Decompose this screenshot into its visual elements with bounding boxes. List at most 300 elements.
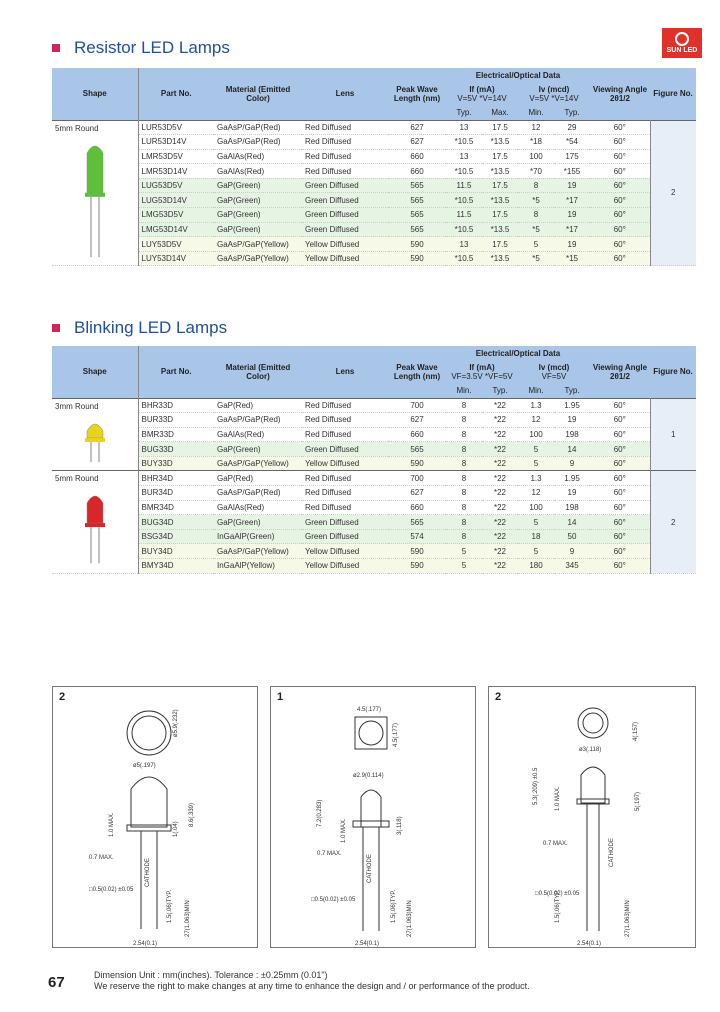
material: GaAlAs(Red) xyxy=(214,500,302,515)
material: InGaAlP(Green) xyxy=(214,529,302,544)
material: GaAlAs(Red) xyxy=(214,164,302,179)
part-number: LMG53D14V xyxy=(138,222,214,237)
iv-min: 100 xyxy=(518,149,554,164)
iv-min: 12 xyxy=(518,120,554,135)
material: GaP(Red) xyxy=(214,398,302,413)
header-figure: Figure No. xyxy=(653,367,693,377)
dim-text: 5(.197) xyxy=(635,791,641,811)
lens: Red Diffused xyxy=(302,500,388,515)
if-value: 5 xyxy=(446,544,482,559)
lens: Red Diffused xyxy=(302,471,388,486)
lens: Red Diffused xyxy=(302,427,388,442)
header-sub: Typ. xyxy=(564,386,580,396)
if-value: 8 xyxy=(446,456,482,471)
part-number: BUY34D xyxy=(138,544,214,559)
part-number: BMR33D xyxy=(138,427,214,442)
dim-text: ø5.9(.232) xyxy=(173,709,179,737)
dim-text: 0.7 MAX. xyxy=(317,851,342,857)
viewing-angle: 60° xyxy=(590,442,650,457)
header-eo: Electrical/Optical Data xyxy=(475,70,561,80)
iv-typ: 9 xyxy=(554,456,590,471)
peak-wavelength: 590 xyxy=(388,251,446,266)
lens: Yellow Diffused xyxy=(302,251,388,266)
shape-cell xyxy=(52,471,138,573)
viewing-angle: 60° xyxy=(590,120,650,135)
peak-wavelength: 574 xyxy=(388,529,446,544)
iv-min: *5 xyxy=(518,222,554,237)
dim-text: 7.2(0.283) xyxy=(317,799,323,827)
if-value: 8 xyxy=(446,529,482,544)
header-sub: Min. xyxy=(528,386,544,396)
blinking-section-title xyxy=(52,318,227,338)
viewing-angle: 60° xyxy=(590,222,650,237)
peak-wavelength: 565 xyxy=(388,442,446,457)
table-row xyxy=(52,164,696,179)
header-peak: Peak Wave Length (nm) xyxy=(393,362,441,381)
iv-typ: 14 xyxy=(554,442,590,457)
viewing-angle: 60° xyxy=(590,413,650,428)
dim-text: □0.5(0.02) ±0.05 xyxy=(311,897,356,903)
bullet-icon xyxy=(52,324,60,332)
iv-typ: 19 xyxy=(554,237,590,252)
table-row xyxy=(52,529,696,544)
dim-text: ø3(.118) xyxy=(579,747,602,753)
if-value: 17.5 xyxy=(482,178,518,193)
table-row xyxy=(52,413,696,428)
dim-text: □0.5(0.02) ±0.05 xyxy=(89,887,134,893)
brand-name: SUN LED xyxy=(666,47,698,54)
viewing-angle: 60° xyxy=(590,559,650,574)
iv-min: 12 xyxy=(518,413,554,428)
iv-min: 5 xyxy=(518,515,554,530)
peak-wavelength: 565 xyxy=(388,208,446,223)
viewing-angle: 60° xyxy=(590,398,650,413)
header-sub: Max. xyxy=(491,108,509,118)
header-shape: Shape xyxy=(52,68,138,120)
part-number: BUG33D xyxy=(138,442,214,457)
dim-text: 4(.157) xyxy=(633,721,639,741)
iv-min: *18 xyxy=(518,135,554,150)
lens: Red Diffused xyxy=(302,413,388,428)
peak-wavelength: 565 xyxy=(388,193,446,208)
header-sub: Min. xyxy=(456,386,472,396)
iv-min: 5 xyxy=(518,456,554,471)
viewing-angle: 60° xyxy=(590,500,650,515)
iv-typ: *15 xyxy=(554,251,590,266)
table-row xyxy=(52,486,696,501)
if-value: *22 xyxy=(482,442,518,457)
if-value: 17.5 xyxy=(482,149,518,164)
dim-text: 4.5(.177) xyxy=(393,722,399,747)
if-value: 8 xyxy=(446,515,482,530)
iv-min: 1.3 xyxy=(518,398,554,413)
dim-text: 1.5(.06)TYP. xyxy=(167,889,173,923)
material: GaAsP/GaP(Red) xyxy=(214,120,302,135)
part-number: LUY53D14V xyxy=(138,251,214,266)
table-row xyxy=(52,193,696,208)
header-sub: Typ. xyxy=(564,108,580,118)
led-3mm-drawing xyxy=(271,687,477,949)
if-value: *22 xyxy=(482,515,518,530)
if-value: *10.5 xyxy=(446,135,482,150)
if-value: 8 xyxy=(446,398,482,413)
figure-cell: 2 xyxy=(650,471,696,573)
if-value: 8 xyxy=(446,471,482,486)
iv-typ: 9 xyxy=(554,544,590,559)
if-value: *22 xyxy=(482,398,518,413)
part-number: BUY33D xyxy=(138,456,214,471)
if-value: *22 xyxy=(482,427,518,442)
peak-wavelength: 627 xyxy=(388,486,446,501)
lens: Red Diffused xyxy=(302,120,388,135)
table-row xyxy=(52,208,696,223)
material: GaP(Red) xyxy=(214,471,302,486)
part-number: BHR34D xyxy=(138,471,214,486)
dim-text: CATHODE xyxy=(367,854,373,883)
if-value: 8 xyxy=(446,442,482,457)
iv-min: 100 xyxy=(518,427,554,442)
if-value: *13.5 xyxy=(482,251,518,266)
dim-text: 1.5(.06)TYP. xyxy=(391,889,397,923)
if-value: *13.5 xyxy=(482,135,518,150)
shape-label: 5mm Round xyxy=(55,123,99,133)
material: InGaAlP(Yellow) xyxy=(214,559,302,574)
iv-typ: *17 xyxy=(554,222,590,237)
iv-typ: 19 xyxy=(554,178,590,193)
iv-typ: 50 xyxy=(554,529,590,544)
header-if: If (mA) VF=3.5V *VF=5V xyxy=(451,363,513,381)
if-value: *10.5 xyxy=(446,251,482,266)
material: GaAsP/GaP(Yellow) xyxy=(214,251,302,266)
if-value: 8 xyxy=(446,500,482,515)
dim-text: 1.0 MAX. xyxy=(555,786,561,811)
iv-min: 8 xyxy=(518,208,554,223)
if-value: *22 xyxy=(482,500,518,515)
if-value: *22 xyxy=(482,471,518,486)
iv-min: 180 xyxy=(518,559,554,574)
part-number: LMG53D5V xyxy=(138,208,214,223)
dim-text: 1.0 MAX. xyxy=(109,812,115,837)
if-value: *13.5 xyxy=(482,164,518,179)
header-iv: Iv (mcd) V=5V *V=14V xyxy=(529,85,579,103)
iv-min: *5 xyxy=(518,251,554,266)
part-number: BHR33D xyxy=(138,398,214,413)
drawing-panel-3 xyxy=(488,686,696,948)
lens: Red Diffused xyxy=(302,149,388,164)
header-material: Material (Emitted Color) xyxy=(225,84,291,103)
dim-text: 2.54(0.1) xyxy=(355,941,380,947)
material: GaAsP/GaP(Red) xyxy=(214,486,302,501)
if-value: *13.5 xyxy=(482,193,518,208)
if-value: 17.5 xyxy=(482,208,518,223)
iv-typ: 345 xyxy=(554,559,590,574)
if-value: 17.5 xyxy=(482,237,518,252)
material: GaP(Green) xyxy=(214,442,302,457)
viewing-angle: 60° xyxy=(590,208,650,223)
material: GaAsP/GaP(Yellow) xyxy=(214,456,302,471)
iv-typ: 29 xyxy=(554,120,590,135)
viewing-angle: 60° xyxy=(590,544,650,559)
viewing-angle: 60° xyxy=(590,471,650,486)
footer xyxy=(94,970,530,992)
dim-text: 2.54(0.1) xyxy=(133,941,158,947)
table-row xyxy=(52,456,696,471)
dim-text: 1(.04) xyxy=(173,821,179,837)
iv-typ: 19 xyxy=(554,208,590,223)
peak-wavelength: 660 xyxy=(388,164,446,179)
peak-wavelength: 590 xyxy=(388,456,446,471)
iv-min: 100 xyxy=(518,500,554,515)
figure-number: 2 xyxy=(495,691,502,703)
material: GaP(Green) xyxy=(214,515,302,530)
part-number: LMR53D5V xyxy=(138,149,214,164)
header-sub: Typ. xyxy=(492,386,508,396)
iv-typ: 1.95 xyxy=(554,471,590,486)
viewing-angle: 60° xyxy=(590,164,650,179)
iv-typ: 175 xyxy=(554,149,590,164)
if-value: 17.5 xyxy=(482,120,518,135)
viewing-angle: 60° xyxy=(590,529,650,544)
viewing-angle: 60° xyxy=(590,251,650,266)
sun-icon xyxy=(675,32,689,46)
lens: Yellow Diffused xyxy=(302,456,388,471)
iv-typ: 19 xyxy=(554,486,590,501)
part-number: LMR53D14V xyxy=(138,164,214,179)
lens: Green Diffused xyxy=(302,222,388,237)
part-number: LUG53D5V xyxy=(138,178,214,193)
footer-line-2: We reserve the right to make changes at any time to enhance the design and / or performance of the product. xyxy=(94,981,530,991)
if-value: *22 xyxy=(482,559,518,574)
shape-label: 3mm Round xyxy=(55,401,99,411)
resistor-title: Resistor LED Lamps xyxy=(74,38,230,57)
table-row xyxy=(52,222,696,237)
part-number: LUG53D14V xyxy=(138,193,214,208)
part-number: BUG34D xyxy=(138,515,214,530)
peak-wavelength: 590 xyxy=(388,559,446,574)
iv-min: 5 xyxy=(518,544,554,559)
dim-text: ø5(.197) xyxy=(133,763,156,769)
drawing-panel-1 xyxy=(52,686,258,948)
material: GaAsP/GaP(Red) xyxy=(214,413,302,428)
part-number: BMY34D xyxy=(138,559,214,574)
figure-number: 1 xyxy=(277,691,284,703)
dim-text: 0.7 MAX. xyxy=(89,855,114,861)
if-value: 13 xyxy=(446,120,482,135)
iv-min: 5 xyxy=(518,237,554,252)
bullet-icon xyxy=(52,44,60,52)
if-value: *22 xyxy=(482,456,518,471)
table-row xyxy=(52,178,696,193)
if-value: 8 xyxy=(446,486,482,501)
iv-typ: 19 xyxy=(554,413,590,428)
viewing-angle: 60° xyxy=(590,149,650,164)
part-number: BSG34D xyxy=(138,529,214,544)
iv-min: 8 xyxy=(518,178,554,193)
header-eo: Electrical/Optical Data xyxy=(475,348,561,358)
dim-text: 1.0 MAX. xyxy=(341,818,347,843)
header-angle: Viewing Angle 2θ1/2 xyxy=(592,84,648,103)
table-row xyxy=(52,120,696,135)
iv-typ: 1.95 xyxy=(554,398,590,413)
if-value: 8 xyxy=(446,427,482,442)
table-row xyxy=(52,442,696,457)
lens: Green Diffused xyxy=(302,193,388,208)
lens: Green Diffused xyxy=(302,442,388,457)
iv-typ: *17 xyxy=(554,193,590,208)
dim-text: 0.7 MAX. xyxy=(543,841,568,847)
peak-wavelength: 660 xyxy=(388,149,446,164)
shape-cell xyxy=(52,398,138,471)
table-row xyxy=(52,544,696,559)
dim-text: 27(1.063)MIN xyxy=(407,900,413,937)
material: GaAsP/GaP(Yellow) xyxy=(214,237,302,252)
figure-cell: 2 xyxy=(650,120,696,266)
led-lamp-icon xyxy=(80,415,110,466)
header-sub: Typ. xyxy=(456,108,472,118)
if-value: *10.5 xyxy=(446,193,482,208)
peak-wavelength: 627 xyxy=(388,120,446,135)
peak-wavelength: 660 xyxy=(388,500,446,515)
lens: Red Diffused xyxy=(302,486,388,501)
peak-wavelength: 700 xyxy=(388,471,446,486)
if-value: *13.5 xyxy=(482,222,518,237)
table-row xyxy=(52,427,696,442)
iv-typ: 198 xyxy=(554,500,590,515)
footer-line-1: Dimension Unit : mm(inches). Tolerance : ±0.25mm (0.01") xyxy=(94,970,328,980)
dim-text: ø2.9(0.114) xyxy=(353,773,384,779)
if-value: *22 xyxy=(482,544,518,559)
figure-cell: 1 xyxy=(650,398,696,471)
peak-wavelength: 627 xyxy=(388,135,446,150)
resistor-table xyxy=(52,68,696,266)
dim-text: 27(1.063)MIN xyxy=(185,900,191,937)
shape-label: 5mm Round xyxy=(55,474,99,484)
shape-cell xyxy=(52,120,138,266)
iv-min: 5 xyxy=(518,442,554,457)
header-angle: Viewing Angle 2θ1/2 xyxy=(592,362,648,381)
iv-typ: 198 xyxy=(554,427,590,442)
material: GaP(Green) xyxy=(214,178,302,193)
lens: Green Diffused xyxy=(302,529,388,544)
iv-typ: *54 xyxy=(554,135,590,150)
viewing-angle: 60° xyxy=(590,178,650,193)
lens: Green Diffused xyxy=(302,178,388,193)
table-row xyxy=(52,398,696,413)
header-lens: Lens xyxy=(335,367,355,377)
dim-text: CATHODE xyxy=(609,838,615,867)
led-3mm-round-drawing xyxy=(489,687,697,949)
table-row xyxy=(52,135,696,150)
header-iv: Iv (mcd) VF=5V xyxy=(538,363,570,381)
if-value: *22 xyxy=(482,413,518,428)
header-lens: Lens xyxy=(335,89,355,99)
header-material: Material (Emitted Color) xyxy=(225,362,291,381)
led-lamp-icon xyxy=(80,487,110,567)
if-value: *10.5 xyxy=(446,222,482,237)
figure-number: 2 xyxy=(59,691,66,703)
if-value: 5 xyxy=(446,559,482,574)
if-value: 13 xyxy=(446,149,482,164)
part-number: LUY53D5V xyxy=(138,237,214,252)
part-number: LUR53D5V xyxy=(138,120,214,135)
dim-text: 27(1.063)MIN xyxy=(625,900,631,937)
peak-wavelength: 700 xyxy=(388,398,446,413)
part-number: BMR34D xyxy=(138,500,214,515)
viewing-angle: 60° xyxy=(590,193,650,208)
if-value: 13 xyxy=(446,237,482,252)
if-value: 11.5 xyxy=(446,208,482,223)
dim-text: 2.54(0.1) xyxy=(577,941,602,947)
part-number: BUR34D xyxy=(138,486,214,501)
table-row xyxy=(52,251,696,266)
viewing-angle: 60° xyxy=(590,237,650,252)
dim-text: 5.3(.209) ±0.5 xyxy=(533,767,539,805)
peak-wavelength: 565 xyxy=(388,515,446,530)
lens: Yellow Diffused xyxy=(302,559,388,574)
dim-text: CATHODE xyxy=(145,858,151,887)
brand-logo xyxy=(662,28,702,58)
peak-wavelength: 590 xyxy=(388,237,446,252)
material: GaAlAs(Red) xyxy=(214,427,302,442)
header-shape: Shape xyxy=(52,346,138,398)
table-row xyxy=(52,237,696,252)
viewing-angle: 60° xyxy=(590,515,650,530)
if-value: 8 xyxy=(446,413,482,428)
header-part: Part No. xyxy=(160,89,192,99)
viewing-angle: 60° xyxy=(590,456,650,471)
iv-min: 12 xyxy=(518,486,554,501)
header-figure: Figure No. xyxy=(653,89,693,99)
viewing-angle: 60° xyxy=(590,427,650,442)
material: GaAsP/GaP(Red) xyxy=(214,135,302,150)
header-part: Part No. xyxy=(160,367,192,377)
lens: Green Diffused xyxy=(302,515,388,530)
if-value: 11.5 xyxy=(446,178,482,193)
peak-wavelength: 590 xyxy=(388,544,446,559)
iv-typ: 14 xyxy=(554,515,590,530)
led-lamp-icon xyxy=(80,137,110,261)
iv-min: *5 xyxy=(518,193,554,208)
lens: Yellow Diffused xyxy=(302,237,388,252)
resistor-section-title xyxy=(52,38,230,58)
table-row xyxy=(52,559,696,574)
lens: Red Diffused xyxy=(302,164,388,179)
peak-wavelength: 565 xyxy=(388,178,446,193)
peak-wavelength: 565 xyxy=(388,222,446,237)
viewing-angle: 60° xyxy=(590,486,650,501)
iv-typ: *155 xyxy=(554,164,590,179)
table-row xyxy=(52,149,696,164)
material: GaAlAs(Red) xyxy=(214,149,302,164)
header-peak: Peak Wave Length (nm) xyxy=(393,84,441,103)
material: GaP(Green) xyxy=(214,222,302,237)
peak-wavelength: 627 xyxy=(388,413,446,428)
dim-text: □0.5(0.02) ±0.05 xyxy=(535,891,580,897)
lens: Green Diffused xyxy=(302,208,388,223)
header-if: If (mA) V=5V *V=14V xyxy=(457,85,507,103)
dim-text: 8.6(.339) xyxy=(189,802,195,827)
header-sub: Min. xyxy=(528,108,544,118)
table-row xyxy=(52,515,696,530)
if-value: *10.5 xyxy=(446,164,482,179)
part-number: LUR53D14V xyxy=(138,135,214,150)
iv-min: 1.3 xyxy=(518,471,554,486)
dim-text: 1.5(.06)TYP. xyxy=(555,889,561,923)
material: GaP(Green) xyxy=(214,208,302,223)
drawing-panel-2 xyxy=(270,686,476,948)
lens: Red Diffused xyxy=(302,398,388,413)
page-number: 67 xyxy=(48,974,65,991)
